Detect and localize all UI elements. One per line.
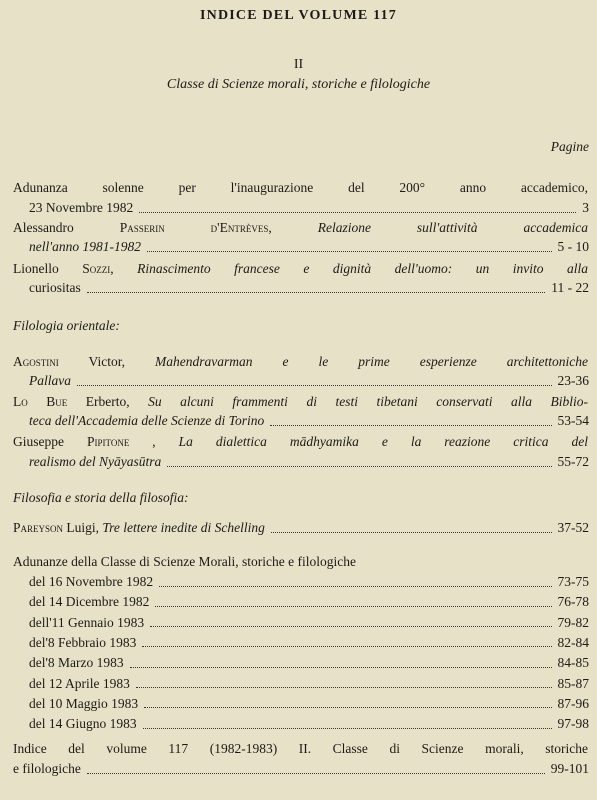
separator: ,	[129, 434, 179, 449]
entry-adunanza-line1: Adunanza solenne per l'inaugurazione del 200° anno accademico,	[13, 180, 588, 195]
dot-leader	[144, 707, 551, 708]
dot-leader	[142, 646, 551, 647]
page-number: 3	[582, 200, 589, 215]
author-last: Pipitone	[86, 434, 130, 449]
entry-passerin-line2	[29, 238, 589, 256]
page-number: 87-96	[557, 695, 589, 711]
dot-leader	[147, 251, 551, 252]
adunanza-date: del 10 Maggio 1983	[29, 695, 139, 711]
dot-leader	[136, 687, 552, 688]
entry-passerin-line1	[13, 219, 588, 237]
author-last: Lo Bue	[13, 394, 68, 409]
adunanza-date: dell'11 Gennaio 1983	[29, 614, 145, 630]
author-last: Sozzi	[82, 261, 111, 276]
part-number: II	[293, 57, 304, 72]
adunanza-date: del 14 Dicembre 1982	[29, 594, 150, 610]
title-part1: La dialettica mādhyamika e la reazione critica del	[178, 434, 588, 449]
dot-leader	[271, 532, 552, 533]
adunanza-date-row	[29, 654, 589, 672]
page-number: 37-52	[557, 520, 589, 535]
dot-leader	[139, 212, 576, 213]
author-first: Luigi,	[63, 520, 103, 535]
adunanza-date-row	[29, 614, 589, 632]
separator: ,	[110, 261, 138, 276]
title-part1: Rinascimento francese e dignità dell'uomo: un invito alla	[137, 261, 588, 276]
adunanza-date-row	[29, 715, 589, 733]
entry-text: 23 Novembre 1982	[29, 200, 134, 215]
adunanze-heading: Adunanze della Classe di Scienze Morali, storiche e filologiche	[13, 554, 357, 569]
entry-pipitone-line1	[13, 433, 588, 451]
entry-pipitone-line2	[29, 453, 589, 471]
author-last: Agostini	[13, 354, 59, 369]
entry-lobue-line1	[13, 393, 588, 411]
entry-text	[13, 519, 265, 537]
page-number: 82-84	[557, 634, 589, 650]
page-number: 79-82	[557, 614, 589, 630]
title-part2: realismo del Nyāyasūtra	[29, 454, 162, 469]
entry-pareyson	[13, 519, 589, 537]
page-number: 55-72	[557, 454, 589, 469]
entry-agostini-line2	[29, 372, 589, 390]
adunanza-date: del 14 Giugno 1983	[29, 716, 137, 732]
title-part1: Mahendravarman e le prime esperienze architettoniche	[155, 354, 589, 369]
title-part1: Su alcuni frammenti di testi tibetani conservati alla Biblio-	[148, 394, 588, 409]
dot-leader	[159, 586, 551, 587]
dot-leader	[143, 728, 552, 729]
separator: ,	[268, 220, 318, 235]
dot-leader	[77, 385, 552, 386]
page-number: 99-101	[550, 761, 589, 776]
page-number: 5 - 10	[557, 239, 589, 254]
author-first: Lionello	[13, 261, 83, 276]
entry-indice-line1: Indice del volume 117 (1982-1983) II. Classe di Scienze morali, storiche	[13, 741, 588, 756]
page-number: 73-75	[557, 574, 589, 589]
page-number: 76-78	[557, 594, 589, 610]
dot-leader	[150, 626, 551, 627]
author-first: Alessandro	[13, 220, 120, 235]
dot-leader	[130, 667, 552, 668]
entry-sozzi-line2	[29, 279, 589, 297]
author-last: Passerin d'Entrèves	[119, 220, 269, 235]
entry-indice-line2	[13, 760, 589, 778]
adunanza-date: del'8 Marzo 1983	[29, 655, 124, 671]
entry-sozzi-line1	[13, 260, 588, 278]
page-number: 97-98	[557, 716, 589, 732]
title: Tre lettere inedite di Schelling	[102, 520, 265, 535]
adunanza-date-row	[29, 573, 589, 591]
dot-leader	[155, 606, 551, 607]
author-last: Pareyson	[13, 520, 64, 535]
page-number: 53-54	[557, 413, 589, 428]
section-heading-orientale: Filologia orientale:	[13, 318, 120, 333]
class-subtitle: Classe di Scienze morali, storiche e filologiche	[166, 77, 431, 92]
adunanza-date-row	[29, 675, 589, 693]
title-part2: nell'anno 1981-1982	[29, 239, 142, 254]
author-first: Giuseppe	[13, 434, 87, 449]
adunanza-date: del 16 Novembre 1982	[29, 574, 154, 589]
title-part1: Relazione sull'attività accademica	[317, 220, 588, 235]
author-first: Victor,	[58, 354, 156, 369]
title-part2: curiositas	[29, 280, 81, 295]
adunanza-date-row	[29, 634, 589, 652]
page-number: 11 - 22	[551, 280, 589, 295]
page-number: 85-87	[557, 675, 589, 691]
adunanza-date: del'8 Febbraio 1983	[29, 634, 137, 650]
entry-text: e filologiche	[13, 761, 81, 776]
page-title: INDICE DEL VOLUME 117	[200, 8, 397, 23]
title-part2: Pallava	[29, 373, 71, 388]
section-heading-filosofia: Filosofia e storia della filosofia:	[13, 490, 189, 505]
pagine-column-label: Pagine	[550, 139, 589, 154]
dot-leader	[87, 292, 546, 293]
adunanza-date-row	[29, 593, 589, 611]
page-number: 84-85	[557, 655, 589, 671]
title-part2: teca dell'Accademia delle Scienze di Torino	[29, 413, 265, 428]
entry-agostini-line1	[13, 353, 588, 371]
entry-adunanza-line2	[29, 199, 589, 217]
adunanza-date-row	[29, 695, 589, 713]
page-number: 23-36	[557, 373, 589, 388]
author-first: Erberto,	[67, 394, 149, 409]
entry-lobue-line2	[29, 412, 589, 430]
dot-leader	[167, 466, 551, 467]
dot-leader	[270, 425, 551, 426]
dot-leader	[87, 773, 545, 774]
adunanza-date: del 12 Aprile 1983	[29, 675, 130, 691]
